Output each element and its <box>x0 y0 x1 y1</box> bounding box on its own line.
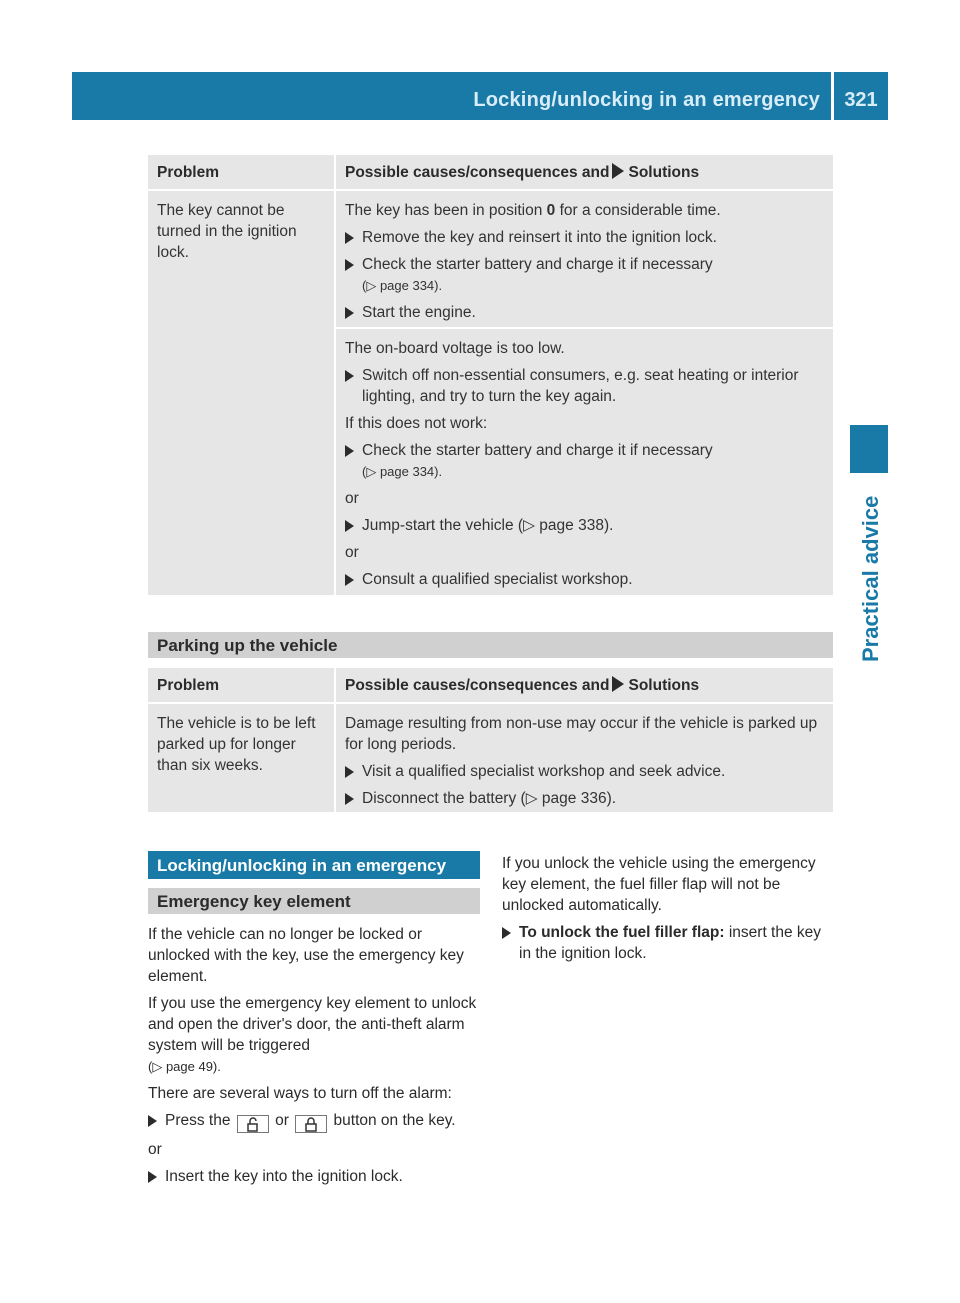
side-section-label: Practical advice <box>858 495 883 662</box>
problem-table-ignition <box>148 155 833 595</box>
solution-step: Jump-start the vehicle (▷ page 338). <box>345 515 825 536</box>
unlock-icon <box>237 1115 269 1133</box>
solution-step: Remove the key and reinsert it into the ignition lock. <box>345 227 825 248</box>
table-header-problem: Problem <box>148 668 334 702</box>
paragraph: If you use the emergency key element to unlock and open the driver's door, the anti-theft alarm system will be triggered (▷ page 49). <box>148 995 477 1074</box>
arrow-bullet-icon <box>345 793 354 805</box>
solution-step: Disconnect the battery (▷ page 336). <box>345 788 825 809</box>
page-reference: (▷ page 334). <box>362 278 443 293</box>
solution-step: Check the starter battery and charge it if necessary (▷ page 334). <box>345 254 825 296</box>
instruction-step: Insert the key into the ignition lock. <box>148 1166 484 1187</box>
page-header <box>72 72 888 120</box>
or-text: or <box>345 490 359 507</box>
section-title: Locking/unlocking in an emergency <box>148 851 480 879</box>
solution-cell <box>336 329 833 595</box>
paragraph: There are several ways to turn off the alarm: <box>148 1085 452 1102</box>
table-header-solutions: Possible causes/consequences and Solutions <box>336 155 833 189</box>
solution-intro: Damage resulting from non-use may occur if the vehicle is parked up for long periods. <box>345 715 818 753</box>
arrow-bullet-icon <box>345 574 354 586</box>
arrow-bullet-icon <box>345 232 354 244</box>
arrow-bullet-icon <box>345 520 354 532</box>
arrow-bullet-icon <box>148 1115 157 1127</box>
solution-step: Switch off non-essential consumers, e.g. seat heating or interior lighting, and try to turn the key again. <box>345 365 825 407</box>
table-header-solutions: Possible causes/consequences and Solutions <box>336 668 833 702</box>
solution-step: Consult a qualified specialist workshop. <box>345 569 825 590</box>
header-title: Locking/unlocking in an emergency <box>473 89 820 111</box>
arrow-bullet-icon <box>612 676 624 692</box>
right-column <box>502 853 836 970</box>
solution-step: Check the starter battery and charge it if necessary (▷ page 334). <box>345 440 825 482</box>
problem-cell: The key cannot be turned in the ignition lock. <box>148 191 334 595</box>
or-text: or <box>148 1141 162 1158</box>
arrow-bullet-icon <box>345 370 354 382</box>
solution-cell <box>336 191 833 327</box>
arrow-bullet-icon <box>345 766 354 778</box>
page-reference: (▷ page 334). <box>362 464 443 479</box>
left-column <box>148 924 484 1193</box>
arrow-bullet-icon <box>345 307 354 319</box>
solution-step: Visit a qualified specialist workshop and seek advice. <box>345 761 825 782</box>
solution-intro: The on-board voltage is too low. <box>345 340 565 357</box>
arrow-bullet-icon <box>148 1171 157 1183</box>
problem-cell: The vehicle is to be left parked up for longer than six weeks. <box>148 704 334 812</box>
problem-table-parking <box>148 668 833 812</box>
solution-note: If this does not work: <box>345 415 488 432</box>
section-title: Parking up the vehicle <box>148 632 833 658</box>
instruction-step: Press the or button on the key. <box>148 1110 484 1133</box>
arrow-bullet-icon <box>502 927 511 939</box>
paragraph: If the vehicle can no longer be locked or unlocked with the key, use the emergency key element. <box>148 926 464 985</box>
arrow-bullet-icon <box>345 445 354 457</box>
table-header-problem: Problem <box>148 155 334 189</box>
page-reference: (▷ page 49). <box>148 1059 221 1074</box>
instruction-step: To unlock the fuel filler flap: insert the key in the ignition lock. <box>502 922 836 964</box>
subsection-title: Emergency key element <box>148 888 480 914</box>
or-text: or <box>345 544 359 561</box>
paragraph: If you unlock the vehicle using the emergency key element, the fuel filler flap will not be unlocked automatically. <box>502 855 816 914</box>
arrow-bullet-icon <box>612 163 624 179</box>
solution-step: Start the engine. <box>345 302 825 323</box>
solution-cell <box>336 704 833 812</box>
page-number: 321 <box>844 89 878 111</box>
lock-icon <box>295 1115 327 1133</box>
arrow-bullet-icon <box>345 259 354 271</box>
solution-intro: The key has been in position 0 for a considerable time. <box>345 202 721 219</box>
